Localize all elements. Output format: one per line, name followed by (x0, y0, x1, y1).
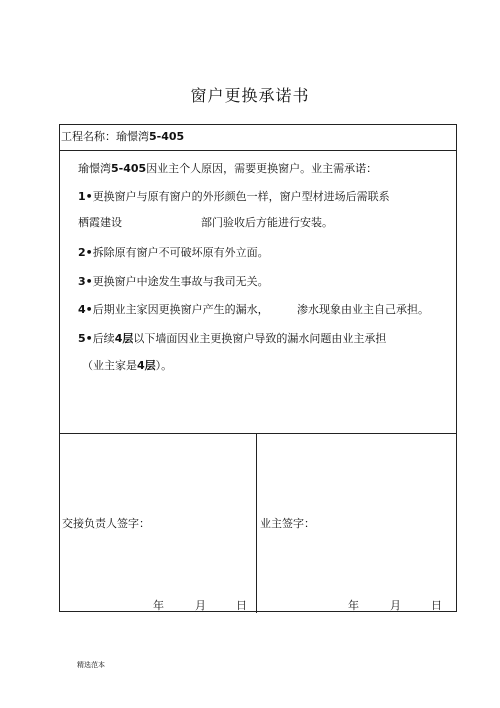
item-3-text: 更换窗户中途发生事故与我司无关。 (92, 275, 269, 288)
handover-day: 日 (236, 599, 247, 612)
intro-unit: 5-405 (111, 162, 147, 175)
project-label: 工程名称： (61, 130, 116, 143)
document-title: 窗户更换承诺书 (190, 86, 310, 105)
item-2 (78, 246, 269, 260)
item-3 (78, 275, 269, 289)
item-5-line-2 (82, 359, 172, 373)
owner-day: 日 (431, 599, 442, 612)
item-1-line-1 (78, 190, 390, 204)
intro-name: 瑜憬湾 (78, 162, 111, 175)
item-5-note-c: ）。 (155, 359, 173, 372)
item-5-line-1 (78, 332, 386, 346)
item-4-text: 后期业主家因更换窗户产生的漏水， (92, 303, 269, 316)
item-5-text-a: 后续 (92, 332, 115, 345)
item-1-line-2a: 栖霞建设 (78, 216, 122, 229)
item-5-note-floor: 4层 (137, 359, 156, 372)
item-5-number: 5• (78, 332, 93, 345)
project-row-divider (60, 150, 456, 151)
item-3-number: 3• (78, 275, 93, 288)
project-row (61, 130, 184, 144)
signature-row-divider (60, 433, 456, 434)
item-5-floor: 4层 (114, 332, 134, 345)
item-5-note-a: （业主家是 (82, 359, 137, 372)
project-number: 5-405 (149, 130, 185, 143)
item-4-number: 4• (78, 303, 93, 316)
signature-column-divider (256, 433, 257, 613)
owner-signature-label: 业主签字： (260, 517, 315, 530)
handover-signature-label: 交接负责人签字： (62, 517, 150, 530)
intro-line (78, 162, 377, 176)
intro-text: 因业主个人原因，需要更换窗户。业主需承诺： (146, 162, 378, 175)
item-1-number: 1• (78, 190, 93, 203)
item-1-text: 更换窗户与原有窗户的外形颜色一样，窗户型材进场后需联系 (92, 190, 390, 203)
item-4-text-2: 渗水现象由业主自己承担。 (297, 303, 429, 316)
footer-note: 精选范本 (77, 661, 105, 669)
item-5-text-c: 以下墙面因业主更换窗户导致的漏水问题由业主承担 (133, 332, 387, 345)
project-name: 瑜憬湾 (116, 130, 149, 143)
owner-month: 月 (390, 599, 401, 612)
item-2-text: 拆除原有窗户不可破坏原有外立面。 (92, 246, 269, 259)
item-1-line-2b: 部门验收后方能进行安装。 (201, 216, 333, 229)
item-2-number: 2• (78, 246, 93, 259)
owner-year: 年 (348, 599, 359, 612)
handover-year: 年 (153, 599, 164, 612)
handover-month: 月 (195, 599, 206, 612)
item-4 (78, 303, 269, 317)
